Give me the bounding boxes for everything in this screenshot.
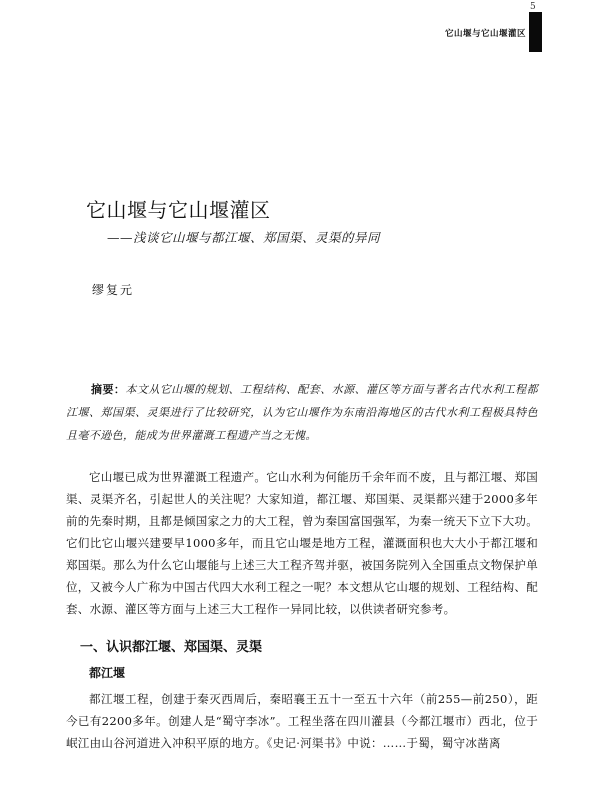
running-header: 它山堰与它山堰灌区 — [444, 29, 526, 39]
page-corner-mark: 5 — [530, 2, 536, 12]
author-name: 缪复元 — [92, 283, 135, 297]
body-paragraph-2: 都江堰工程，创建于秦灭西周后，秦昭襄王五十一至五十六年（前255—前250），距今已有2200多年。创建人是“蜀守李冰”。工程坐落在四川灌县（今都江堰市）西北，位于岷江由山谷河道进入冲积平原的地方。《史记·河渠书》中说：……于蜀，蜀守冰凿离 — [66, 692, 538, 750]
body-paragraph-1: 它山堰已成为世界灌溉工程遗产。它山水利为何能历千余年而不废，且与都江堰、郑国渠、灵渠齐名，引起世人的关注呢？大家知道，都江堰、郑国渠、灵渠都兴建于2000多年前的先秦时期，且都是倾国家之力的大工程，曾为秦国富国强军，为秦一统天下立下大功。它们比它山堰兴建要早1000多年，而且它山堰是地方工程，灌溉面积也大大小于都江堰和郑国渠。那么为什么它山堰能与上述三大工程齐驾并驱，被国务院列入全国重点文物保护单位，又被今人广称为中国古代四大水利工程之一呢？本文想从它山堰的规划、工程结构、配套、水源、灌区等方面与上述三大工程作一异同比较，以供读者研究参考。 — [66, 470, 538, 616]
abstract — [66, 378, 538, 447]
article-title: 它山堰与它山堰灌区 — [86, 198, 271, 222]
article-subtitle: ——浅谈它山堰与都江堰、郑国渠、灵渠的异同 — [107, 230, 381, 245]
abstract-label: 摘要： — [91, 383, 126, 396]
abstract-text: 本文从它山堰的规划、工程结构、配套、水源、灌区等方面与著名古代水利工程都江堰、郑国渠、灵渠进行了比较研究，认为它山堰作为东南沿海地区的古代水利工程极具特色且毫不逊色，能成为世界灌溉工程遗产当之无愧。 — [66, 383, 538, 442]
header-bar — [529, 12, 542, 52]
section-heading: 一、认识都江堰、郑国渠、灵渠 — [80, 640, 263, 655]
subsection-heading: 都江堰 — [89, 666, 126, 680]
